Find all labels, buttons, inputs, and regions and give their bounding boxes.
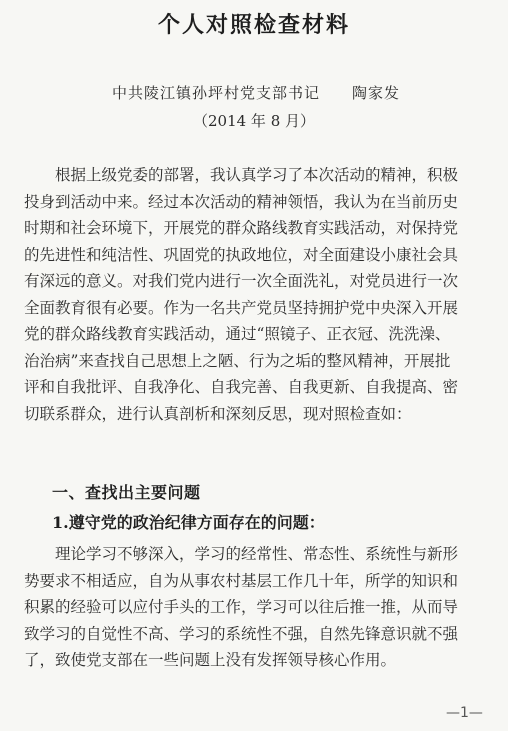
- paragraph-line: 评和自我批评、自我净化、自我完善、自我更新、自我提高、密: [24, 378, 459, 396]
- paragraph-line: 治治病”来查找自己思想上之陋、行为之垢的整风精神，开展批: [24, 351, 451, 370]
- paragraph-line: 时期和社会环境下，开展党的群众路线教育实践活动，对保持党: [24, 219, 459, 237]
- document-date: （2014 年 8 月）: [192, 112, 316, 130]
- paragraph-line: 切联系群众，进行认真剖析和深刻反思，现对照检查如：: [24, 404, 412, 423]
- paragraph-line: 致学习的自觉性不高、学习的系统性不强，自然先锋意识就不强: [24, 624, 459, 643]
- paragraph-line: 有深远的意义。对我们党内进行一次全面洗礼，对党员进行一次: [24, 272, 459, 290]
- paragraph-intro: [24, 162, 494, 427]
- document-title: 个人对照检查材料: [157, 12, 350, 38]
- page-number: —1—: [446, 705, 483, 721]
- paragraph-line: 根据上级党委的部署，我认真学习了本次活动的精神，积极: [55, 166, 459, 184]
- paragraph-line: 党的群众路线教育实践活动，通过“照镜子、正衣冠、洗洗澡、: [24, 325, 451, 343]
- paragraph-line: 积累的经验可以应付手头的工作，学习可以往后推一推，从而导: [24, 598, 459, 616]
- paragraph-line: 投身到活动中来。经过本次活动的精神领悟，我认为在当前历史: [24, 192, 459, 211]
- paragraph-line: 了，致使党支部在一些问题上没有发挥领导核心作用。: [24, 651, 397, 669]
- paragraph-problem: [24, 541, 494, 674]
- section-heading: 一、查找出主要问题: [52, 483, 201, 502]
- paragraph-line: 全面教育很有必要。作为一名共产党员坚持拥护党中央深入开展: [24, 298, 459, 317]
- sub-heading: 1.遵守党的政治纪律方面存在的问题：: [52, 513, 325, 532]
- paragraph-line: 理论学习不够深入，学习的经常性、常态性、系统性与新形: [55, 545, 459, 563]
- paragraph-line: 的先进性和纯洁性、巩固党的执政地位，对全面建设小康社会具: [24, 245, 459, 264]
- paragraph-line: 势要求不相适应，自为从事农村基层工作几十年，所学的知识和: [24, 571, 459, 590]
- author-line: 中共陵江镇孙坪村党支部书记 陶家发: [112, 84, 401, 102]
